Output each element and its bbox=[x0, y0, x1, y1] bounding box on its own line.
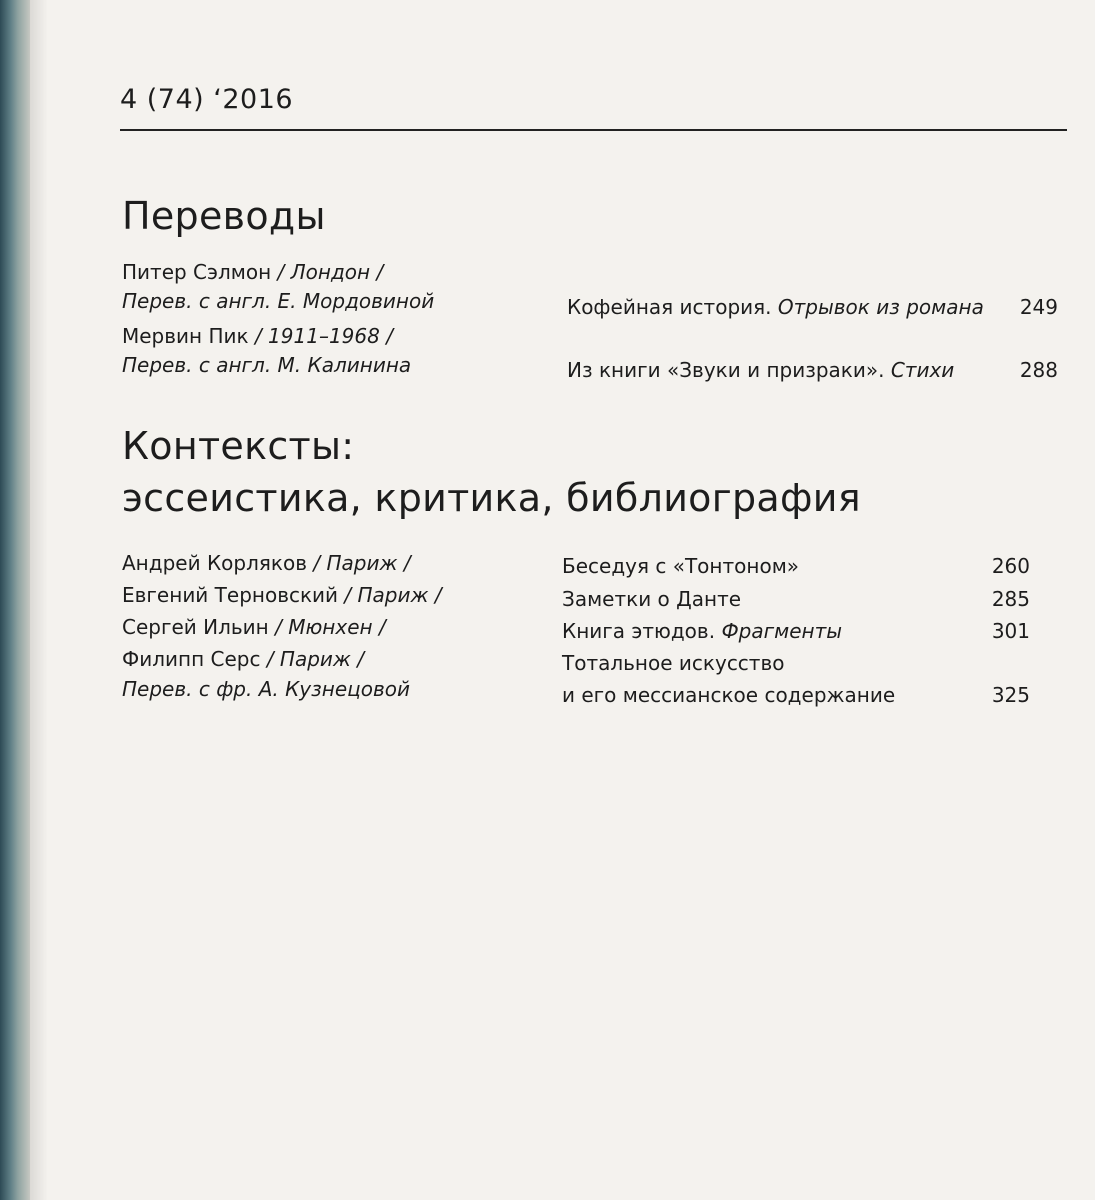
author-name: Евгений Терновский bbox=[122, 583, 339, 607]
translator-line: Перев. с англ. Е. Мордовиной bbox=[122, 289, 435, 313]
author-place: Лондон bbox=[290, 260, 371, 284]
work-subtitle: Фрагменты bbox=[721, 619, 843, 643]
author-line bbox=[122, 647, 364, 671]
separator: / bbox=[248, 324, 269, 348]
work-title: Беседуя с «Тонтоном» bbox=[562, 554, 800, 578]
author-name: Питер Сэлмон bbox=[122, 260, 272, 284]
author-name: Мервин Пик bbox=[122, 324, 249, 348]
work-title: и его мессианское содержание bbox=[562, 683, 896, 707]
author-place: Мюнхен bbox=[288, 615, 373, 639]
toc-entry-title bbox=[562, 651, 784, 675]
author-line bbox=[122, 260, 383, 284]
page-number: 288 bbox=[1019, 358, 1058, 382]
author-line bbox=[122, 615, 386, 639]
author-name: Филипп Серс bbox=[122, 647, 261, 671]
separator: / bbox=[268, 615, 289, 639]
header-rule bbox=[120, 129, 1067, 131]
page-number: 249 bbox=[1019, 295, 1058, 319]
page-fold-shadow bbox=[30, 0, 48, 1200]
page-number: 301 bbox=[991, 619, 1030, 643]
author-name: Андрей Корляков bbox=[122, 551, 307, 575]
author-line bbox=[122, 551, 411, 575]
section-subtitle-contexts: эссеистика, критика, библиография bbox=[122, 476, 861, 520]
toc-entry-title bbox=[567, 295, 984, 319]
author-line bbox=[122, 324, 393, 348]
work-title: Книга этюдов. bbox=[562, 619, 722, 643]
separator: / bbox=[428, 583, 442, 607]
work-title: Из книги «Звуки и призраки». bbox=[567, 358, 891, 382]
toc-entry-title bbox=[562, 619, 842, 643]
work-title: Тотальное искусство bbox=[562, 651, 785, 675]
issue-number: 4 (74) ‘2016 bbox=[120, 84, 294, 115]
toc-entry-title bbox=[567, 358, 954, 382]
work-title: Кофейная история. bbox=[567, 295, 778, 319]
page-number: 260 bbox=[991, 554, 1030, 578]
author-line bbox=[122, 583, 442, 607]
separator: / bbox=[350, 647, 365, 671]
separator: / bbox=[260, 647, 280, 671]
work-subtitle: Отрывок из романа bbox=[777, 295, 984, 319]
separator: / bbox=[372, 615, 386, 639]
page-number: 285 bbox=[991, 587, 1030, 611]
author-name: Сергей Ильин bbox=[122, 615, 269, 639]
separator: / bbox=[370, 260, 384, 284]
author-place: Париж bbox=[326, 551, 398, 575]
author-place: Париж bbox=[279, 647, 351, 671]
section-title-contexts: Контексты: bbox=[122, 424, 355, 468]
translator-line: Перев. с англ. М. Калинина bbox=[122, 353, 412, 377]
toc-entry-title bbox=[562, 587, 741, 611]
separator: / bbox=[397, 551, 411, 575]
section-title-translations: Переводы bbox=[122, 194, 326, 238]
work-subtitle: Стихи bbox=[890, 358, 955, 382]
separator: / bbox=[307, 551, 327, 575]
separator: / bbox=[338, 583, 358, 607]
work-title: Заметки о Данте bbox=[562, 587, 742, 611]
separator: / bbox=[379, 324, 393, 348]
separator: / bbox=[271, 260, 291, 284]
translator-line: Перев. с фр. А. Кузнецовой bbox=[122, 677, 411, 701]
toc-entry-title bbox=[562, 683, 895, 707]
page-edge-photo bbox=[0, 0, 30, 1200]
author-place: 1911–1968 bbox=[268, 324, 380, 348]
page-number: 325 bbox=[991, 683, 1030, 707]
toc-entry-title bbox=[562, 554, 799, 578]
author-place: Париж bbox=[357, 583, 429, 607]
